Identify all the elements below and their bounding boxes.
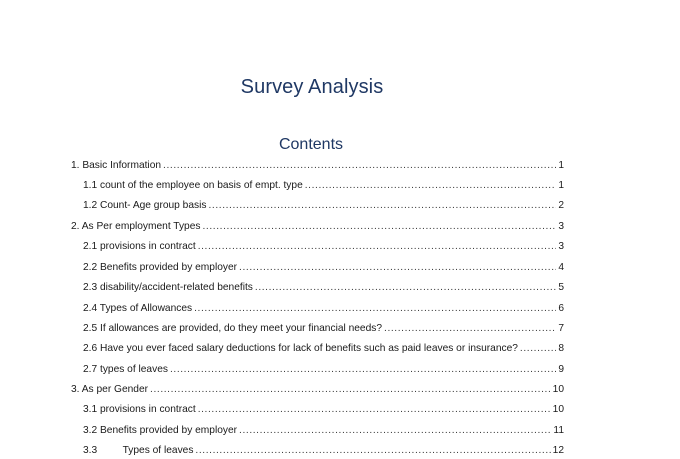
toc-entry-label: 2.4 Types of Allowances	[83, 303, 193, 314]
toc-entry[interactable]	[71, 381, 564, 399]
toc-entry[interactable]	[83, 422, 564, 440]
toc-entry-page: 4	[558, 262, 564, 273]
toc-entry[interactable]	[83, 320, 564, 338]
toc-entry[interactable]	[83, 177, 564, 195]
toc-entry-label: 3. As per Gender	[71, 384, 149, 395]
toc-leader-dots	[195, 442, 550, 459]
toc-leader-dots	[198, 238, 557, 256]
toc-leader-dots	[194, 300, 556, 318]
toc-entry[interactable]	[83, 197, 564, 215]
toc-leader-dots	[239, 422, 551, 440]
toc-leader-dots	[520, 340, 556, 358]
toc-leader-dots	[239, 259, 556, 277]
toc-entry-label: 2. As Per employment Types	[71, 221, 201, 232]
toc-entry-label: 1.1 count of the employee on basis of empt. type	[83, 180, 303, 191]
toc-leader-dots	[255, 279, 556, 297]
toc-entry-page: 6	[558, 303, 564, 314]
toc-leader-dots	[198, 401, 551, 419]
toc-entry[interactable]	[83, 340, 564, 358]
toc-leader-dots	[150, 381, 551, 399]
toc-entry-page: 12	[552, 445, 564, 456]
toc-entry-label: 1. Basic Information	[71, 160, 162, 171]
toc-entry-label: 2.7 types of leaves	[83, 364, 168, 375]
toc-leader-dots	[305, 177, 557, 195]
toc-entry-page: 3	[558, 221, 564, 232]
toc-entry-label: 3.1 provisions in contract	[83, 404, 196, 415]
toc-entry-page: 10	[552, 404, 564, 415]
toc-entry[interactable]	[83, 442, 564, 459]
toc-entry-page: 7	[558, 323, 564, 334]
toc-heading: Contents	[278, 136, 344, 153]
toc-entry-page: 5	[558, 282, 564, 293]
toc-leader-dots	[170, 361, 556, 379]
toc-entry-label: 3.2 Benefits provided by employer	[83, 425, 238, 436]
toc-entry[interactable]	[83, 238, 564, 256]
toc-entry-page: 8	[558, 343, 564, 354]
toc-entry[interactable]	[83, 279, 564, 297]
toc-entry-label: 2.2 Benefits provided by employer	[83, 262, 238, 273]
toc-entry[interactable]	[71, 157, 564, 175]
toc-entry-label: 1.2 Count- Age group basis	[83, 200, 207, 211]
toc-entry-label: 2.1 provisions in contract	[83, 241, 196, 252]
toc-entry-page: 1	[558, 160, 564, 171]
toc-entry[interactable]	[83, 259, 564, 277]
toc-leader-dots	[384, 320, 556, 338]
toc-entry-label: 2.3 disability/accident-related benefits	[83, 282, 253, 293]
toc-entry-page: 3	[558, 241, 564, 252]
toc-entry-label: 2.5 If allowances are provided, do they meet your financial needs?	[83, 323, 383, 334]
toc-entry[interactable]	[71, 218, 564, 236]
toc-entry-label: 2.6 Have you ever faced salary deductions for lack of benefits such as paid leaves or insurance?	[83, 343, 518, 354]
toc-entry[interactable]	[83, 401, 564, 419]
toc-entry[interactable]	[83, 300, 564, 318]
toc-leader-dots	[163, 157, 556, 175]
toc-entry-page: 1	[558, 180, 564, 191]
toc-leader-dots	[202, 218, 556, 236]
toc-leader-dots	[208, 197, 556, 215]
toc-entry-label: 3.3 Types of leaves	[83, 445, 194, 456]
toc-entry-page: 2	[558, 200, 564, 211]
toc-entry[interactable]	[83, 361, 564, 379]
toc-entry-page: 10	[552, 384, 564, 395]
document-title: Survey Analysis	[240, 76, 384, 98]
toc-entry-page: 11	[553, 425, 564, 436]
toc-entry-page: 9	[558, 364, 564, 375]
